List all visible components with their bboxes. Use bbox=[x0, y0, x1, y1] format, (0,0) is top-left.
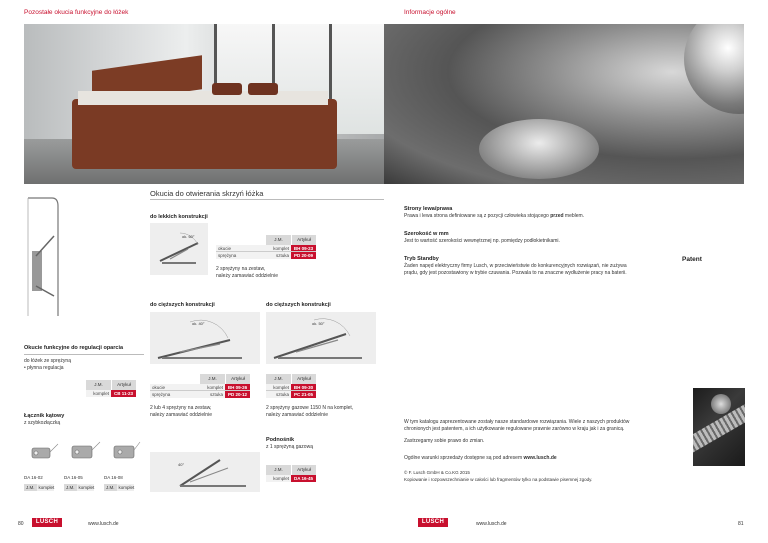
metal-button-photo bbox=[384, 24, 744, 184]
heavy2-angle: ok. 50° bbox=[312, 321, 325, 326]
heavy1-hinge-icon bbox=[150, 312, 260, 364]
connector-items bbox=[24, 474, 134, 491]
heavy1-angle: ok. 40° bbox=[192, 321, 205, 326]
table-row: sprężyna sztuka PD 20-09 bbox=[216, 252, 316, 259]
connector-parts-drawing bbox=[24, 432, 144, 470]
connector-item: DA 16-08 J.M. komplet bbox=[104, 475, 135, 490]
width-title: Szerokość w mm bbox=[404, 231, 449, 237]
left-page-header: Pozostałe okucia funkcyjne do łóżek bbox=[24, 9, 129, 16]
heavy2-note: 2 sprężyny gazowe 1150 N na komplet, należy zamawiać oddzielnie bbox=[266, 405, 354, 418]
light-heading: do lekkich konstrukcji bbox=[150, 214, 208, 220]
right-page-number: 81 bbox=[738, 521, 744, 527]
table-row: okucie komplet BH 09-26 bbox=[150, 384, 250, 391]
section-divider bbox=[150, 199, 384, 200]
copyright: © F. Lusch GmbH & Co.KG 2015 bbox=[404, 470, 470, 475]
bed-frame-drawing bbox=[24, 196, 60, 320]
catalog-text: W tym katalogu zaprezentowane zostały nasze standardowe rozwiązania. Wiele z naszych produktów chronionych jest patentem, a ich użytkowanie regulowane prawnie zarówno w kraju jak i za granicą. bbox=[404, 419, 630, 432]
table-row: sprężyna sztuka PD 20-12 bbox=[150, 391, 250, 398]
heavy1-col-art: Artykuł bbox=[225, 374, 250, 384]
heavy2-hinge-icon bbox=[266, 312, 376, 364]
backrest-table: J.M. Artykuł komplet CB 11-23 bbox=[86, 380, 136, 397]
patent-label: Patent bbox=[682, 256, 702, 263]
section-title: Okucia do otwierania skrzyń łóżka bbox=[150, 189, 264, 198]
table-row: komplet CB 11-23 bbox=[86, 390, 136, 397]
backrest-divider bbox=[24, 354, 144, 355]
table-row: komplet BH 09-30 bbox=[266, 384, 316, 391]
copy-note: Kopiowanie i rozpowszechnianie w całości lub fragmentów tylko na podstawie pisemnej zgody. bbox=[404, 477, 593, 482]
standby-text: Żaden napęd elektryczny firmy Lusch, w przeciwieństwie do konkurencyjnych rozwiązań, nie zużywa prądu, gdy jest pozostawiony w trybie czuwania. Pozwala to na znaczne wydłużenie pracy na baterii. bbox=[404, 263, 627, 276]
connector-item: DA 16-02 J.M. komplet bbox=[24, 475, 55, 490]
light-col-jm: J.M. bbox=[266, 235, 291, 245]
connector-sub: z szybkozłączką bbox=[24, 420, 61, 426]
light-angle: ok. 60° bbox=[182, 234, 195, 239]
heavy2-heading: do cięższych konstrukcji bbox=[266, 302, 331, 308]
heavy2-col-jm: J.M. bbox=[266, 374, 291, 384]
connector-item: DA 16-05 J.M. komplet bbox=[64, 475, 95, 490]
lifter-icon bbox=[150, 452, 260, 492]
sides-text: Prawa i lewa strona definiowane są z pozycji człowieka stojącego przed meblem. bbox=[404, 213, 585, 219]
light-col-art: Artykuł bbox=[291, 235, 316, 245]
connector-title: Łącznik kątowy bbox=[24, 413, 65, 419]
width-text: Jest to wartość szerokości wewnętrznej np. pomiędzy podłokietnikami. bbox=[404, 238, 560, 244]
screw-photo bbox=[693, 388, 745, 466]
light-note: 2 sprężyny na zestaw, należy zamawiać oddzielnie bbox=[216, 266, 278, 279]
backrest-title: Okucie funkcyjne do regulacji oparcia bbox=[24, 345, 124, 351]
heavy2-table bbox=[266, 374, 316, 398]
heavy1-note: 2 lub 4 sprężyny na zestaw, należy zamawiać oddzielnie bbox=[150, 405, 212, 418]
right-page-header: Informacje ogólne bbox=[404, 9, 456, 16]
right-url[interactable]: www.lusch.de bbox=[476, 521, 507, 527]
heavy1-table bbox=[150, 374, 250, 398]
changes-text: Zastrzegamy sobie prawo do zmian. bbox=[404, 438, 485, 444]
heavy1-heading: do cięższych konstrukcji bbox=[150, 302, 215, 308]
lifter-angle: 40° bbox=[178, 462, 185, 467]
terms-text: Ogólne warunki sprzedaży dostępne są pod adresem www.lusch.de bbox=[404, 455, 557, 461]
heavy2-col-art: Artykuł bbox=[291, 374, 316, 384]
left-page-number: 80 bbox=[18, 521, 24, 527]
lifter-table: J.M. Artykuł komplet DA 16-45 bbox=[266, 465, 316, 482]
light-hinge-icon bbox=[150, 223, 208, 275]
light-table bbox=[216, 235, 316, 259]
standby-title: Tryb Standby bbox=[404, 256, 439, 262]
heavy1-col-jm: J.M. bbox=[200, 374, 225, 384]
lifter-heading: Podnośnik bbox=[266, 437, 295, 443]
right-lusch-logo: LUSCH bbox=[418, 518, 448, 527]
table-row: sztuka PC 21-05 bbox=[266, 391, 316, 398]
sides-title: Strony lewa/prawa bbox=[404, 206, 453, 212]
table-row: okucie komplet BH 09-23 bbox=[216, 245, 316, 252]
lifter-sub: z 1 sprężyną gazową bbox=[266, 444, 313, 450]
backrest-desc: do łóżek ze sprężyną • płynna regulacja bbox=[24, 358, 71, 371]
left-lusch-logo: LUSCH bbox=[32, 518, 62, 527]
table-row: komplet DA 16-45 bbox=[266, 475, 316, 482]
left-url[interactable]: www.lusch.de bbox=[88, 521, 119, 527]
bed-photo bbox=[24, 24, 384, 184]
